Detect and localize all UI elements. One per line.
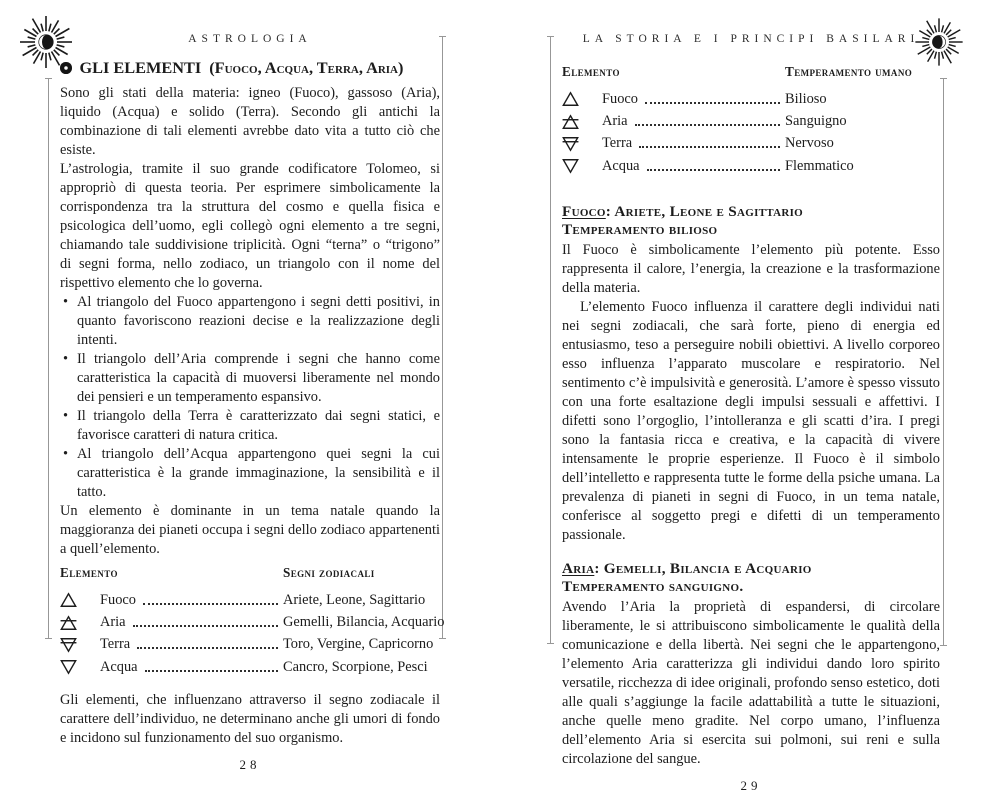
section-heading-rest: : Gemelli, Bilancia e Acquario	[594, 559, 812, 577]
dotted-leader	[143, 602, 278, 605]
table-header-element: Elemento	[60, 565, 118, 580]
section-fire	[562, 203, 940, 545]
table-header-temperament: Temperamento umano	[785, 64, 913, 79]
element-name: Fuoco	[602, 90, 638, 107]
right-page-column	[562, 64, 940, 794]
element-name: Acqua	[602, 157, 640, 174]
table-row	[60, 634, 440, 656]
paragraph: L’astrologia, tramite il suo grande codificatore Tolomeo, si appropriò di questa teoria. Per esprimere simbolicamente la corrispondenza tra la struttura del cosmo e quella fisica e psicologica dell’uomo, egli collegò ogni elemento a tre segni, chiamando tale suddivisione triplicità. Ogni “terna” o “trigono” di segni forma, nello zodiaco, un triangolo con il nome del rispettivo elemento che lo governa.	[60, 161, 440, 291]
water-symbol-icon	[60, 659, 77, 675]
table-row	[60, 656, 440, 678]
section-title-paren: (Fuoco, Acqua, Terra, Aria)	[209, 58, 404, 77]
element-value: Sanguigno	[785, 113, 847, 130]
paragraph: Gli elementi, che influenzano attraverso il segno zodiacale il carattere dell’individuo, ne determinano anche gli umori di fondo e incidono sul funzionamento del suo organismo.	[60, 691, 440, 746]
section-heading-element: Aria	[562, 559, 595, 577]
table-row	[562, 88, 940, 110]
table-row	[562, 110, 940, 132]
element-value: Toro, Vergine, Capricorno	[283, 636, 434, 653]
bullet-item: • Il triangolo della Terra è caratterizzato dai segni statici, e favorisce caratteri di natura critica.	[60, 407, 440, 445]
element-value: Gemelli, Bilancia, Acquario	[283, 614, 445, 631]
element-value: Cancro, Scorpione, Pesci	[283, 658, 428, 675]
page-rule	[442, 37, 443, 638]
element-value: Nervoso	[785, 135, 834, 152]
water-symbol-icon	[562, 158, 579, 174]
dotted-leader	[639, 145, 780, 148]
section-subheading: Temperamento bilioso	[562, 220, 718, 238]
table-header-element: Elemento	[562, 64, 620, 79]
paragraph: Sono gli stati della materia: igneo (Fuoco), gassoso (Aria), liquido (Acqua) e solido (Terra). Secondo gli antichi la combinazione di tali elementi avrebbe dato vita a tutto ciò che esiste.	[60, 85, 440, 158]
dotted-leader	[647, 168, 780, 171]
dotted-leader	[645, 101, 780, 104]
element-name: Acqua	[100, 658, 138, 675]
element-value: Bilioso	[785, 90, 827, 107]
element-value: Ariete, Leone, Sagittario	[283, 591, 426, 608]
elements-zodiac-table	[60, 565, 445, 679]
section-title	[60, 58, 440, 78]
fire-symbol-icon	[562, 91, 579, 107]
left-page-column	[60, 58, 445, 773]
dotted-leader	[137, 646, 278, 649]
bullet-list	[60, 293, 440, 502]
dotted-leader	[145, 669, 278, 672]
bullet-item: • Il triangolo dell’Aria comprende i segni che hanno come caratteristica la capacità di muoversi liberamente nel mondo dei pensieri e un temperamento espansivo.	[60, 350, 440, 407]
dotted-leader	[635, 123, 780, 126]
table-row	[562, 133, 940, 155]
page-number: 28	[239, 756, 261, 772]
element-name: Fuoco	[100, 591, 136, 608]
table-header	[562, 64, 940, 80]
earth-symbol-icon	[60, 637, 77, 653]
paragraph: L’elemento Fuoco influenza il carattere degli individui nati nei segni zodiacali, che sarà forte, pieno di energia ed entusiasmo, teso a perseguire nobili obiettivi. A livello corporeo esso influenza l’apparato muscolare e respiratorio. Nel sentimento c’è impulsività e generosità. L’amore è spesso vissuto con una forte esaltazione degli impulsi sessuali e affettivi. I difetti sono l’orgoglio, l’intolleranza e gli scatti d’ira. I pregi sono la fantasia ricca e creativa, e la capacità di vivere intensamente le proprie esperienze. Il Fuoco è il simbolo dell’intelletto e rappresenta tutte le forme della psiche umana. La prevalenza di pianeti in segni di Fuoco, in un tema natale, conferisce al soggetto pregi e difetti di un temperamento passionale.	[562, 298, 940, 543]
element-name: Aria	[602, 113, 628, 130]
section-heading	[562, 560, 940, 578]
running-head-right: LA STORIA E I PRINCIPI BASILARI	[582, 33, 920, 45]
dotted-leader	[133, 624, 278, 627]
element-name: Terra	[602, 135, 633, 152]
section-subheading: Temperamento sanguigno.	[562, 577, 744, 595]
page-rule	[48, 79, 49, 638]
table-row	[562, 155, 940, 177]
page-rule	[943, 79, 944, 645]
table-row	[60, 611, 445, 633]
table-header	[60, 565, 440, 581]
section-title-main: GLI ELEMENTI	[79, 58, 202, 77]
elements-temperament-table	[562, 64, 940, 178]
section-heading-element: Fuoco	[562, 202, 606, 220]
earth-symbol-icon	[562, 136, 579, 152]
running-head-left: ASTROLOGIA	[188, 33, 312, 45]
air-symbol-icon	[562, 114, 579, 130]
paragraph: Il Fuoco è simbolicamente l’elemento più potente. Esso rappresenta il calore, l’energia, la creazione e la trasformazione della materia.	[562, 241, 940, 296]
air-symbol-icon	[60, 615, 77, 631]
paragraph: Avendo l’Aria la proprietà di espandersi, di circolare liberamente, le si attribuiscono simbolicamente le qualità della comunicazione e della libertà. Nei segni che le appartengono, l’elemento Aria caratterizza gli individui dando loro spirito versatile, ricchezza di idee originali, profondo senso estetico, doti alle quali s’aggiunge la facile adattabilità a tutte le situazioni, anche quelle meno gradite. Nel corpo umano, l’influenza dell’elemento Aria si esercita sui polmoni, sui reni e sulla circolazione del sangue.	[562, 598, 940, 767]
page-number: 29	[740, 777, 762, 793]
table-row	[60, 589, 440, 611]
paragraph: Un elemento è dominante in un tema natale quando la maggioranza dei pianeti occupa i segni dello zodiaco appartenenti a quell’elemento.	[60, 503, 440, 557]
table-header-signs: Segni zodiacali	[283, 565, 375, 580]
element-value: Flemmatico	[785, 157, 854, 174]
element-name: Terra	[100, 636, 131, 653]
fire-symbol-icon	[60, 592, 77, 608]
bullet-item: • Al triangolo dell’Acqua appartengono quei segni la cui caratteristica è la grande immaginazione, la sensibilità e il tatto.	[60, 445, 440, 502]
bullseye-icon	[60, 62, 72, 74]
element-name: Aria	[100, 614, 126, 631]
section-heading	[562, 203, 940, 221]
section-air	[562, 560, 940, 769]
section-heading-rest: : Ariete, Leone e Sagittario	[605, 202, 804, 220]
page-rule	[550, 37, 551, 643]
bullet-item: • Al triangolo del Fuoco appartengono i segni detti positivi, in quanto favoriscono reazioni decise e la realizzazione degli intenti.	[60, 293, 440, 350]
